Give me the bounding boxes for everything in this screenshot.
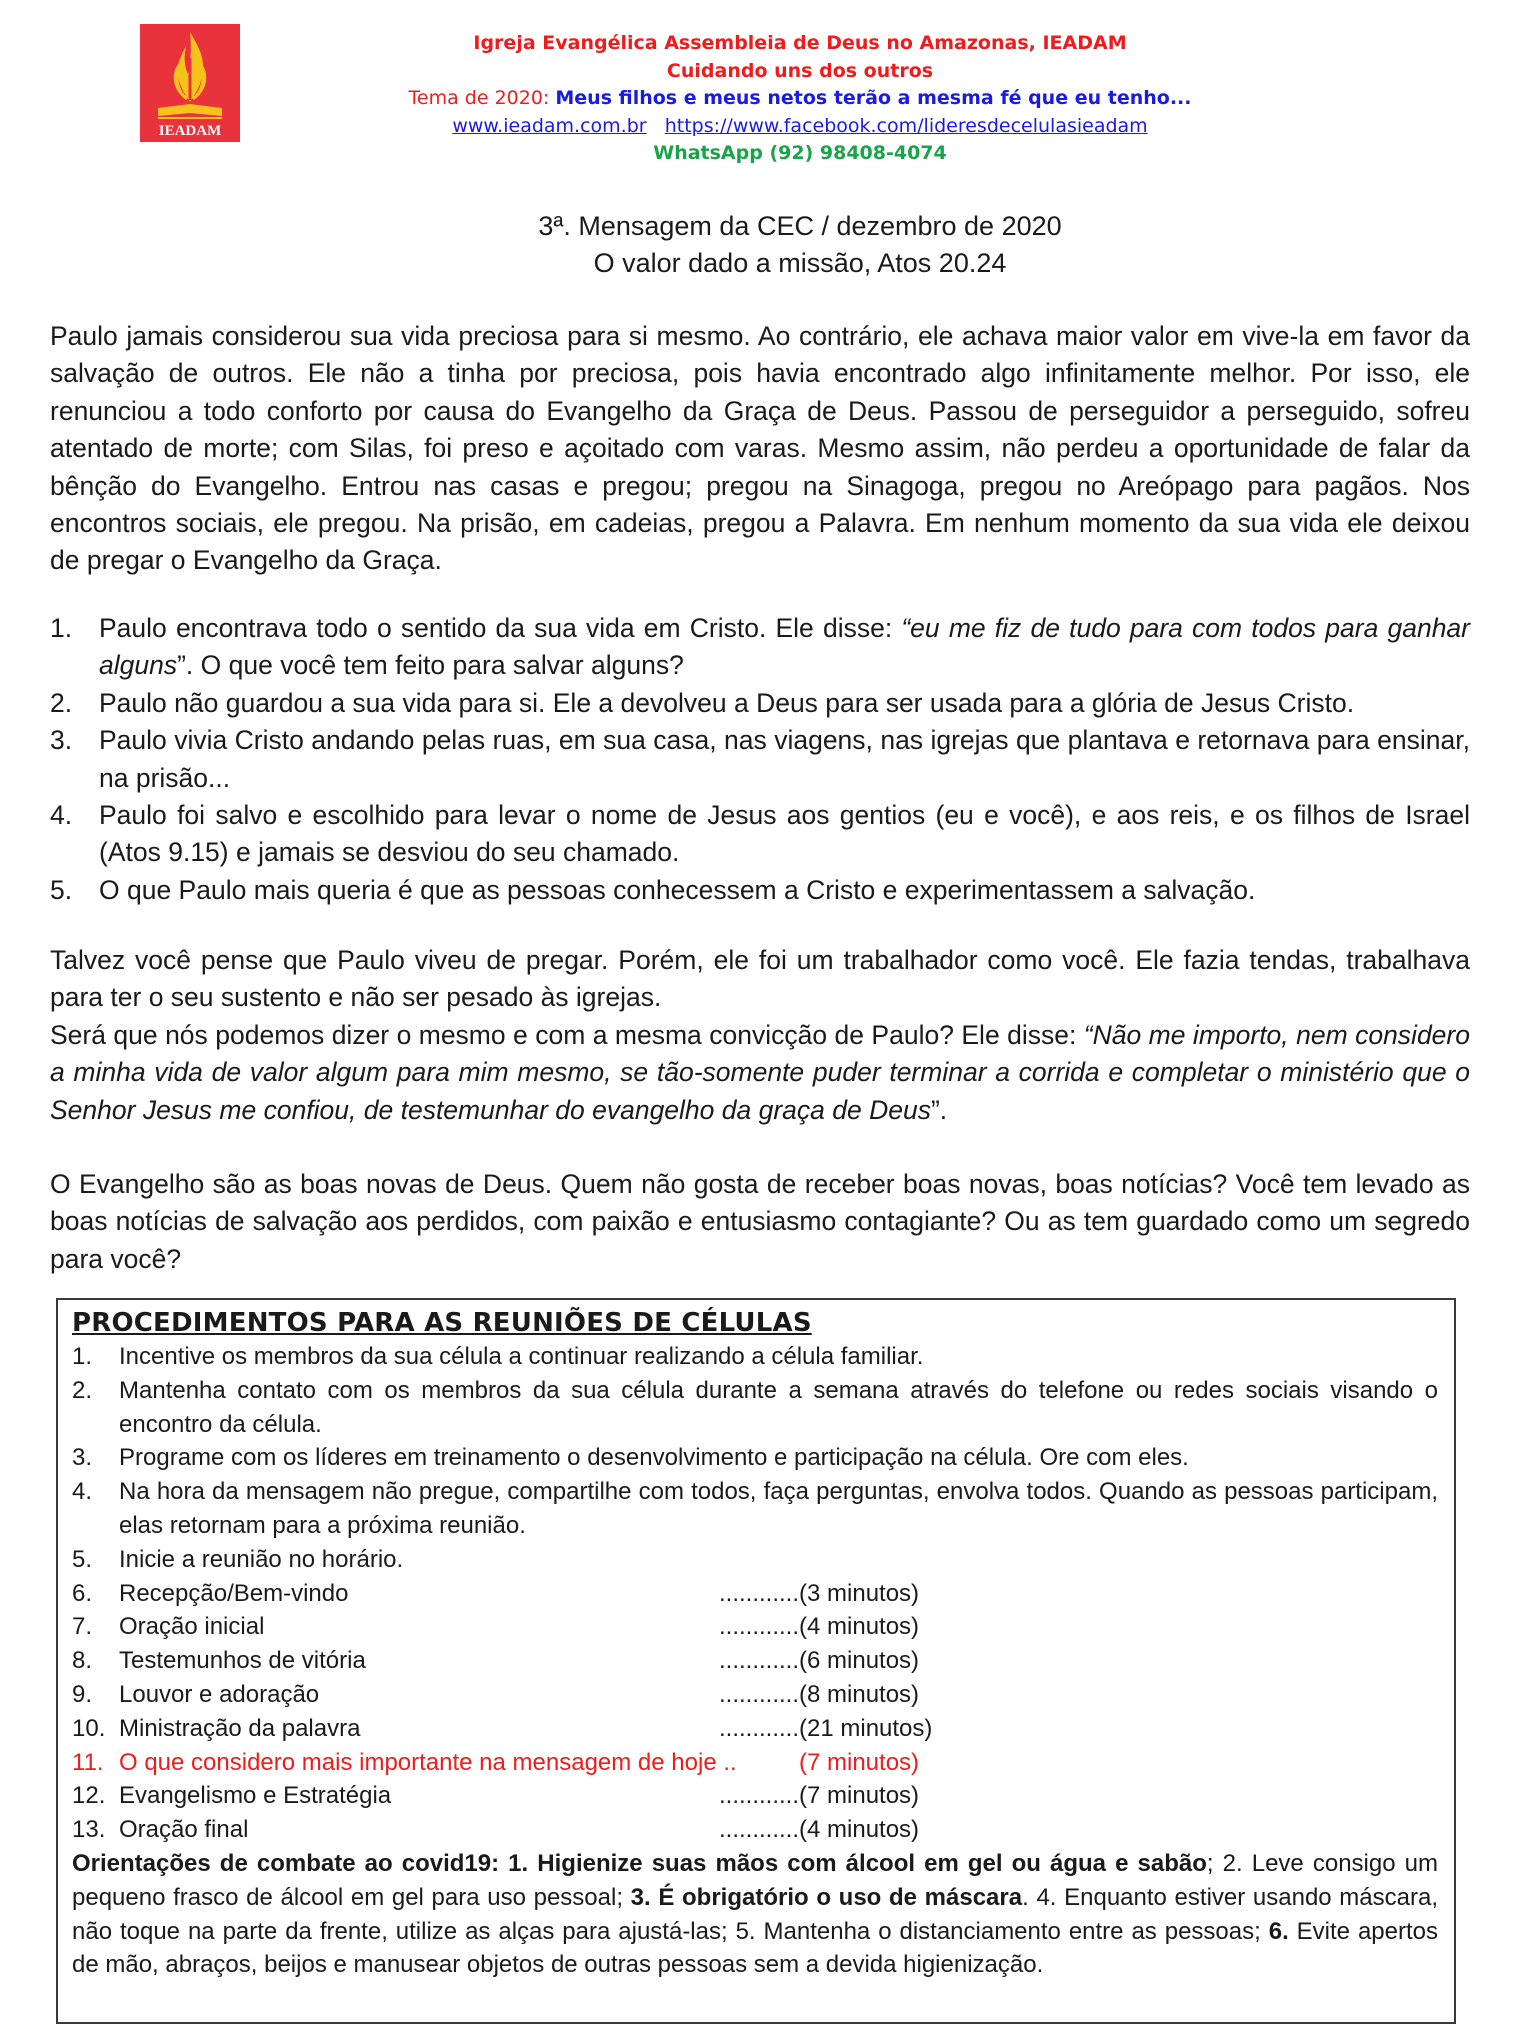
list-item: 3. Programe com os líderes em treinamento o desenvolvimento e participação na célula. Ore com eles. [72,1444,1189,1472]
schedule-row: 9. Louvor e adoração ............ (8 minutos) [72,1680,920,1708]
points-list [50,610,1470,909]
list-item: 4. Na hora da mensagem não pregue, compartilhe com todos, faça perguntas, envolva todos. Quando as pessoas participam, elas retornam para a próxima reunião. [72,1478,1438,1539]
list-item: 5. O que Paulo mais queria é que as pessoas conhecessem a Cristo e experimentassem a salvação. [50,874,1256,905]
schedule-row: 10. Ministração da palavra ............ (21 minutos) [72,1714,933,1742]
theme-label: Tema de 2020: [408,87,556,109]
message-title-line2: O valor dado a missão, Atos 20.24 [593,248,1007,278]
quote: “Não me importo, nem considero a minha vida de valor algum para mim mesmo, se tão-somente puder terminar a corrida e completar o ministério que o Senhor Jesus me confiou, de testemunhar do evangelho da graça de Deus [50,1019,1470,1125]
church-header [300,30,1300,168]
facebook-link[interactable]: https://www.facebook.com/lideresdecelulasieadam [664,114,1148,137]
list-item: 3. Paulo vivia Cristo andando pelas ruas, em sua casa, nas viagens, nas igrejas que plantava e retornava para ensinar, na prisão... [50,725,1470,793]
ieadam-logo [140,24,240,142]
intro-paragraph: Paulo jamais considerou sua vida preciosa para si mesmo. Ao contrário, ele achava maior valor em vive-la em favor da salvação de outros. Ele não a tinha por preciosa, pois havia encontrado algo infinitamente melhor. Por isso, ele renunciou a todo conforto por causa do Evangelho da Graça de Deus. Passou de perseguidor a perseguido, sofreu atentado de morte; com Silas, foi preso e açoitado com varas. Mesmo assim, não perdeu a oportunidade de falar da bênção do Evangelho. Entrou nas casas e pregou; pregou na Sinagoga, pregou no Areópago para pagãos. Nos encontros sociais, ele pregou. Na prisão, em cadeias, pregou a Palavra. Em nenhum momento da sua vida ele deixou de pregar o Evangelho da Graça. [50,321,1470,576]
schedule-row: 12. Evangelismo e Estratégia ............ (7 minutos) [72,1782,920,1810]
theme-line [300,85,1300,113]
list-item: 4. Paulo foi salvo e escolhido para levar o nome de Jesus aos gentios (eu e você), e aos reis, e os filhos de Israel (Atos 9.15) e jamais se desviou do seu chamado. [50,800,1470,868]
church-motto: Cuidando uns dos outros [666,59,934,82]
theme-text: Meus filhos e meus netos terão a mesma fé que eu tenho... [555,87,1192,109]
meeting-schedule [72,1577,1438,1847]
covid-guidelines: Orientações de combate ao covid19: 1. Higienize suas mãos com álcool em gel ou água e sabão; 2. Leve consigo um pequeno frasco de álcool em gel para uso pessoal; 3. É obrigatório o uso de máscara. 4. Enquanto estiver usando máscara, não toque na parte da frente, utilize as alças para ajustá-las; 5. Mantenha o distanciamento entre as pessoas; 6. Evite apertos de mão, abraços, beijos e manusear objetos de outras pessoas sem a devida higienização. [72,1849,1439,1979]
schedule-row-highlighted: 11. O que considero mais importante na mensagem de hoje .. (7 minutos) [72,1748,920,1776]
message-title [300,208,1300,282]
procedures-box [56,1298,1456,2024]
schedule-row: 8. Testemunhos de vitória ............ (6 minutos) [72,1647,920,1675]
list-item: 2. Paulo não guardou a sua vida para si. Ele a devolveu a Deus para ser usada para a glória de Jesus Cristo. [50,687,1355,718]
church-name: Igreja Evangélica Assembleia de Deus no Amazonas, IEADAM [473,32,1127,54]
list-item: 1. Paulo encontrava todo o sentido da sua vida em Cristo. Ele disse: “eu me fiz de tudo para com todos para ganhar alguns”. O que você tem feito para salvar alguns? [50,613,1470,681]
list-item: 5. Inicie a reunião no horário. [72,1545,404,1573]
schedule-row: 7. Oração inicial ............ (4 minutos) [72,1613,920,1641]
website-link[interactable]: www.ieadam.com.br [452,114,647,137]
links-line [300,113,1300,141]
procedures-heading: PROCEDIMENTOS PARA AS REUNIÕES DE CÉLULAS [72,1308,812,1338]
quote: “eu me fiz de tudo para com todos para ganhar alguns [99,613,1470,681]
procedures-list [72,1340,1438,1577]
flame-bible-icon [140,24,240,142]
whatsapp-contact: WhatsApp (92) 98408-4074 [653,142,947,164]
svg-text:IEADAM: IEADAM [158,123,222,139]
list-item: 1. Incentive os membros da sua célula a continuar realizando a célula familiar. [72,1343,924,1370]
worker-paragraph: Talvez você pense que Paulo viveu de pregar. Porém, ele foi um trabalhador como você. Ele fazia tendas, trabalhava para ter o seu sustento e não ser pesado às igrejas. Será que nós podemos dizer o mesmo e com a mesma convicção de Paulo? Ele disse: “Não me importo, nem considero a minha vida de valor algum para mim mesmo, se tão-somente puder terminar a corrida e completar o ministério que o Senhor Jesus me confiou, de testemunhar do evangelho da graça de Deus”. [50,945,1470,1125]
schedule-row: 6. Recepção/Bem-vindo ............ (3 minutos) [72,1579,920,1607]
gospel-paragraph: O Evangelho são as boas novas de Deus. Quem não gosta de receber boas novas, boas notícias? Você tem levado as boas notícias de salvação aos perdidos, com paixão e entusiasmo contagiante? Ou as tem guardado como um segredo para você? [50,1169,1470,1274]
message-title-line1: 3ª. Mensagem da CEC / dezembro de 2020 [538,211,1062,241]
schedule-row: 13. Oração final ............ (4 minutos) [72,1816,920,1844]
list-item: 2. Mantenha contato com os membros da sua célula durante a semana através do telefone ou redes sociais visando o encontro da célula. [72,1376,1438,1438]
